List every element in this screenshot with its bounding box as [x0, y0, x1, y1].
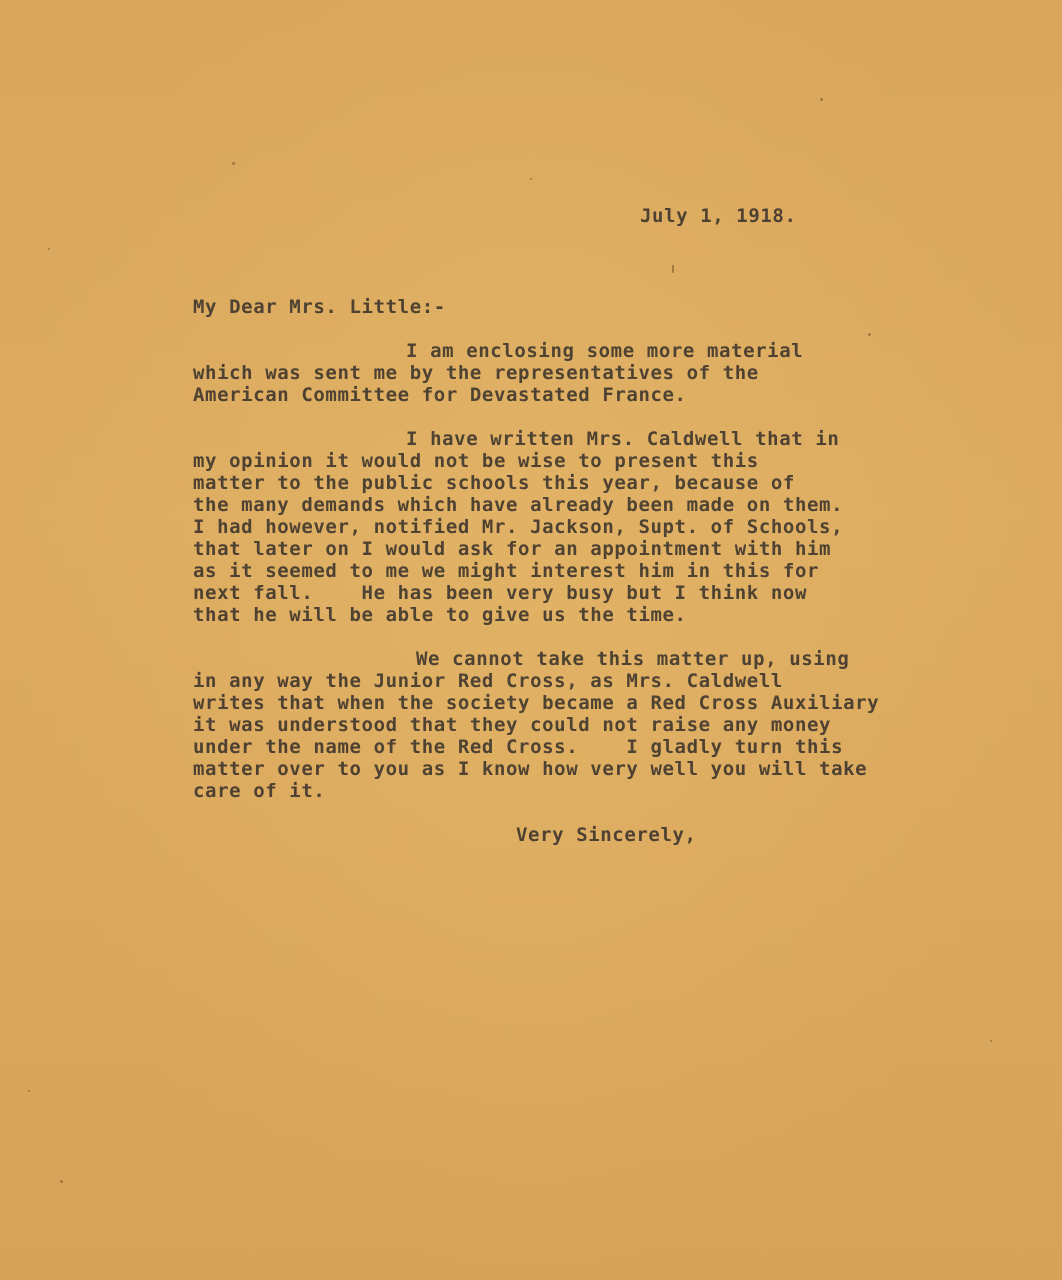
paragraph-1-line: I am enclosing some more material	[406, 340, 804, 362]
paragraph-3-line: care of it.	[193, 780, 326, 802]
paragraph-1-line: which was sent me by the representatives of the	[193, 362, 759, 384]
paper-speck	[672, 265, 674, 273]
paper-speck	[820, 98, 823, 101]
paragraph-3-line: under the name of the Red Cross. I gladly turn this	[193, 736, 844, 758]
paragraph-2-line: next fall. He has been very busy but I think now	[193, 582, 807, 604]
paragraph-2-line: that he will be able to give us the time.	[193, 604, 687, 626]
letter-date: July 1, 1918.	[640, 205, 797, 227]
paragraph-2-line: matter to the public schools this year, because of	[193, 472, 795, 494]
paragraph-2-line: as it seemed to me we might interest him in this for	[193, 560, 820, 582]
paragraph-2-line: the many demands which have already been made on them.	[193, 494, 844, 516]
paragraph-3-line: in any way the Junior Red Cross, as Mrs. Caldwell	[193, 670, 783, 692]
paper-speck	[232, 162, 235, 165]
paragraph-1-line: American Committee for Devastated France.	[193, 384, 687, 406]
paper-speck	[60, 1180, 63, 1183]
paragraph-3-line: it was understood that they could not raise any money	[193, 714, 832, 736]
paragraph-3-line: matter over to you as I know how very well you will take	[193, 758, 868, 780]
paragraph-2-line: I have written Mrs. Caldwell that in	[406, 428, 840, 450]
paper-speck	[530, 178, 532, 180]
paragraph-3-line: We cannot take this matter up, using	[416, 648, 850, 670]
paragraph-2-line: that later on I would ask for an appointment with him	[193, 538, 832, 560]
paragraph-2-line: my opinion it would not be wise to present this	[193, 450, 759, 472]
salutation: My Dear Mrs. Little:-	[193, 296, 446, 318]
paper-speck	[868, 333, 871, 336]
paragraph-2-line: I had however, notified Mr. Jackson, Supt. of Schools,	[193, 516, 844, 538]
closing: Very Sincerely,	[516, 824, 697, 846]
paper-speck	[48, 248, 50, 250]
paper-speck	[990, 1040, 992, 1042]
paragraph-3-line: writes that when the society became a Red Cross Auxiliary	[193, 692, 880, 714]
paper-speck	[28, 1090, 30, 1092]
